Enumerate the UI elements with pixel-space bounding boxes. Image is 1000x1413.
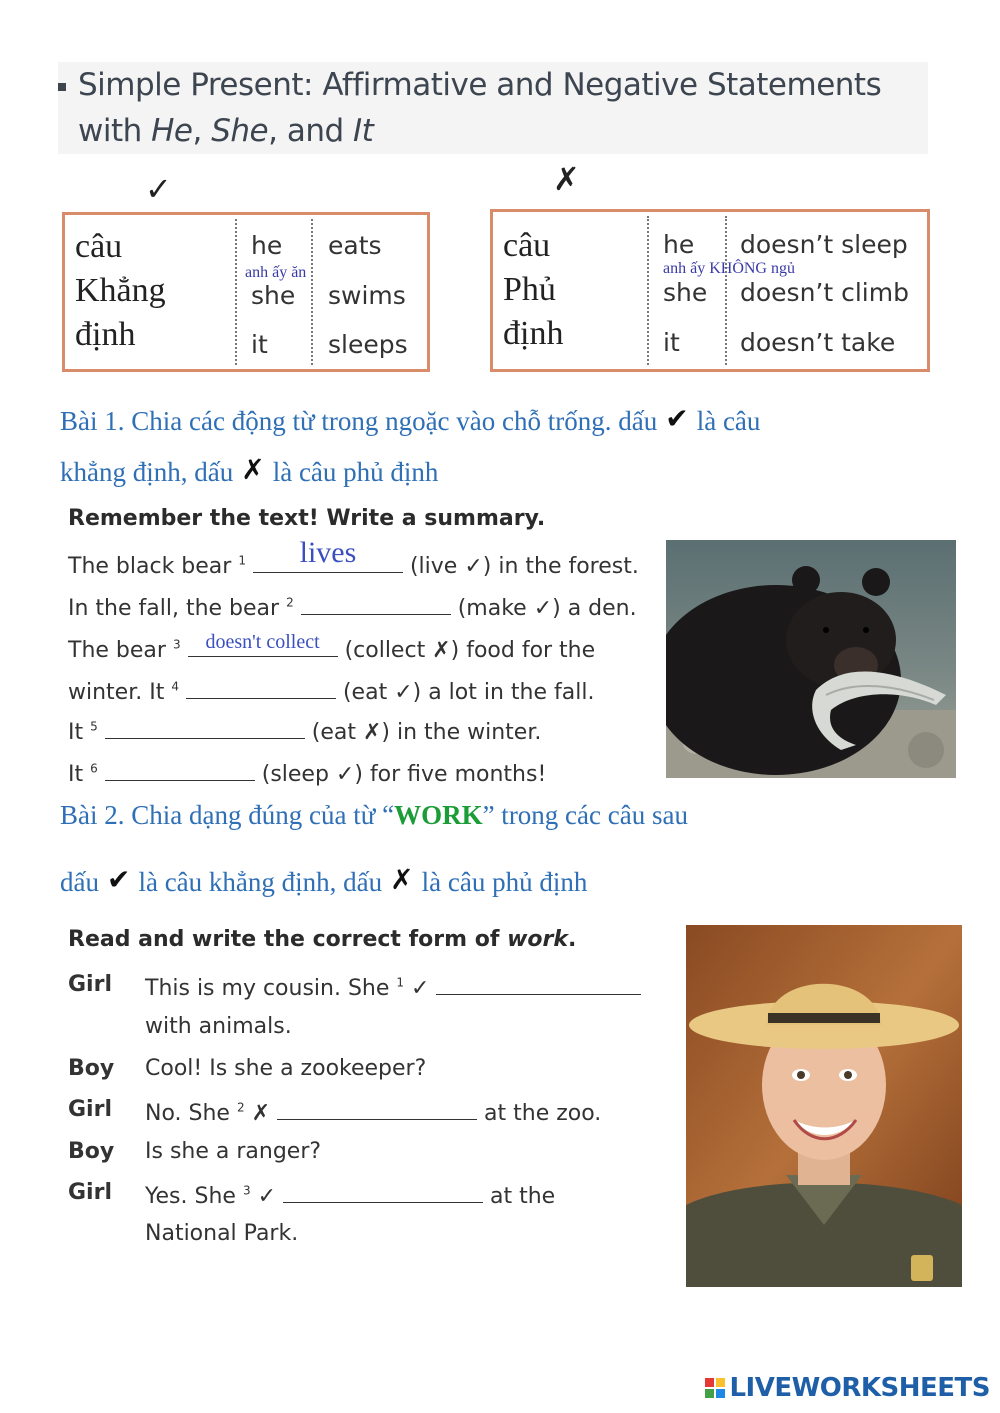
- answer-blank-6[interactable]: [105, 758, 255, 781]
- speaker-girl: Girl: [68, 1180, 112, 1205]
- dialogue-line-4: No. She $^2$ ✗ at the zoo.: [145, 1097, 601, 1126]
- summary-line-6: It $^6$ (sleep ✓) for five months!: [68, 758, 546, 787]
- speaker-boy: Boy: [68, 1056, 115, 1081]
- summary-line-3: The bear $^3$ doesn't collect (collect ✗) food for the: [68, 631, 596, 663]
- summary-line-4: winter. It $^4$ (eat ✓) a lot in the fall.: [68, 676, 594, 705]
- pronoun-he: he: [663, 230, 695, 259]
- cross-icon: ✗: [390, 863, 414, 896]
- verb-doesnt-take: doesn’t take: [740, 328, 896, 357]
- speaker-girl: Girl: [68, 972, 112, 997]
- verb-doesnt-climb: doesn’t climb: [740, 278, 909, 307]
- summary-line-2: In the fall, the bear $^2$ (make ✓) a den.: [68, 592, 637, 621]
- exercise1-instruction-2: khẳng định, dấu ✗ là câu phủ định: [60, 453, 439, 487]
- answer-blank-work-3[interactable]: [283, 1180, 483, 1203]
- check-icon: ✓: [145, 170, 172, 208]
- dialogue-line-6: Yes. She $^3$ ✓ at the: [145, 1180, 555, 1209]
- dialogue-line-3: Cool! Is she a zookeeper?: [145, 1056, 427, 1081]
- answer-blank-2[interactable]: [301, 592, 451, 615]
- dialogue-line-7: National Park.: [145, 1221, 299, 1246]
- pronoun-it: it: [251, 330, 268, 359]
- dialogue-line-2: with animals.: [145, 1014, 292, 1039]
- logo-square: [716, 1389, 725, 1398]
- answer-blank-5[interactable]: [105, 716, 305, 739]
- lesson-title: Simple Present: Affirmative and Negative Statements with He, She, and It: [58, 62, 928, 154]
- affirmative-table: [62, 212, 430, 372]
- summary-line-5: It $^5$ (eat ✗) in the winter.: [68, 716, 541, 745]
- bear-photo: [666, 540, 956, 778]
- logo-text: LIVEWORKSHEETS: [729, 1373, 990, 1403]
- cross-icon: ✗: [241, 453, 265, 486]
- speaker-boy: Boy: [68, 1139, 115, 1164]
- exercise2-instruction: Bài 2. Chia dạng đúng của từ “WORK” trong các câu sau: [60, 800, 688, 830]
- verb-swims: swims: [328, 281, 406, 310]
- affirmative-label: câu Khẳng định: [75, 228, 166, 353]
- logo-square: [716, 1378, 725, 1387]
- ranger-photo: [686, 925, 962, 1287]
- answer-blank-3[interactable]: doesn't collect: [188, 634, 338, 657]
- answer-blank-work-1[interactable]: [436, 972, 641, 995]
- logo-square: [705, 1389, 714, 1398]
- answer-blank-1[interactable]: lives: [253, 550, 403, 573]
- answer-blank-4[interactable]: [186, 676, 336, 699]
- pronoun-she: she: [663, 278, 708, 307]
- pronoun-he: he: [251, 231, 283, 260]
- verb-doesnt-sleep: doesn’t sleep: [740, 230, 908, 259]
- negative-annotation: anh ấy KHÔNG ngủ: [663, 260, 795, 277]
- exercise2-heading: Read and write the correct form of work.: [68, 927, 577, 952]
- pronoun-she: she: [251, 281, 296, 310]
- dialogue-line-1: This is my cousin. She $^1$ ✓: [145, 972, 641, 1001]
- bear-illustration: [666, 540, 956, 778]
- verb-sleeps: sleeps: [328, 330, 408, 359]
- logo-icon: [705, 1378, 725, 1398]
- summary-line-1: The black bear $^1$ lives (live ✓) in the forest.: [68, 536, 639, 579]
- pronoun-it: it: [663, 328, 680, 357]
- negative-label: câu Phủ định: [503, 227, 564, 352]
- check-icon: ✔: [106, 863, 131, 896]
- answer-blank-work-2[interactable]: [277, 1097, 477, 1120]
- verb-eats: eats: [328, 231, 382, 260]
- cross-icon: ✗: [553, 160, 580, 198]
- dialogue-line-5: Is she a ranger?: [145, 1139, 322, 1164]
- logo-square: [705, 1378, 714, 1387]
- exercise2-instruction-2: dấu ✔ là câu khẳng định, dấu ✗ là câu phủ định: [60, 863, 588, 897]
- check-icon: ✔: [665, 402, 689, 435]
- speaker-girl: Girl: [68, 1097, 112, 1122]
- bullet-icon: [58, 83, 66, 91]
- affirmative-annotation: anh ấy ăn: [245, 264, 307, 281]
- liveworksheets-logo: [705, 1373, 990, 1403]
- exercise1-instruction: Bài 1. Chia các động từ trong ngoặc vào chỗ trống. dấu ✔ là câu: [60, 402, 761, 436]
- negative-table: [490, 209, 930, 372]
- ranger-illustration: [686, 925, 962, 1287]
- exercise1-heading: Remember the text! Write a summary.: [68, 506, 546, 531]
